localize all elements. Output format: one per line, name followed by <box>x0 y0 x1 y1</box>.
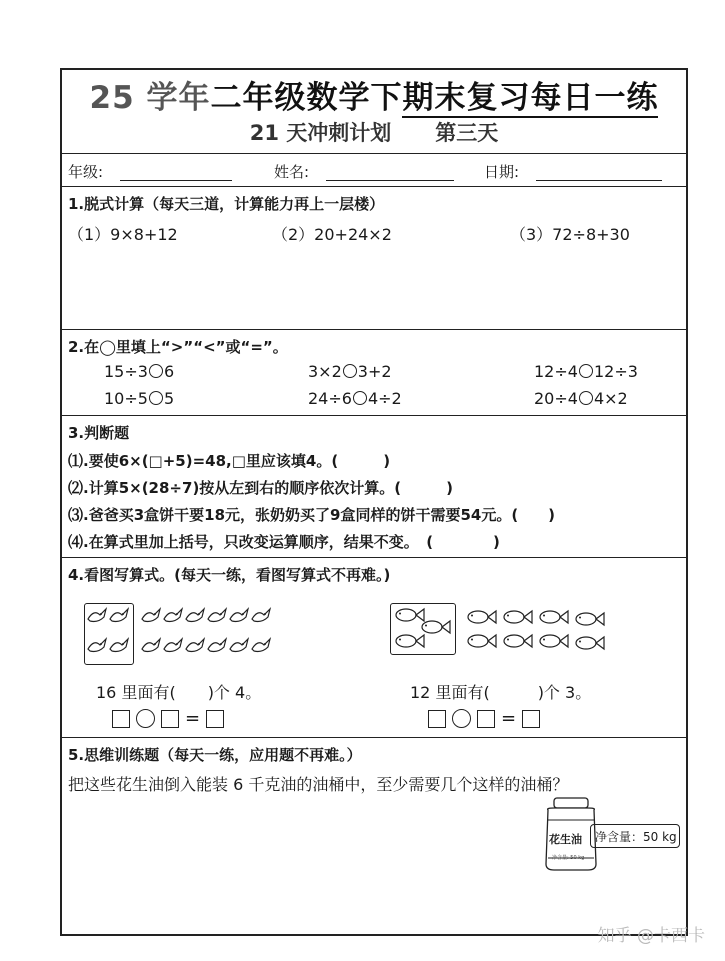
answer-box[interactable] <box>522 710 540 728</box>
oil-jar-small-text: 净含量: 50 kg <box>552 855 585 861</box>
compare-item-5: 24÷6 4÷2 <box>308 389 402 408</box>
calc-item-2: （2）20+24×2 <box>272 225 392 244</box>
section-compare <box>62 330 686 416</box>
calc-item-1: （1）9×8+12 <box>68 225 178 244</box>
word-problem-text: 把这些花生油倒入能装 6 千克油的油桶中，至少需要几个这样的油桶？ <box>68 775 569 794</box>
answer-circle[interactable] <box>149 391 163 405</box>
title-block <box>62 70 686 154</box>
grade-label: 年级: <box>68 163 104 181</box>
answer-circle[interactable] <box>149 364 163 378</box>
calc-item-3: （3）72÷8+30 <box>510 225 630 244</box>
section-2-heading: 2.在◯里填上“>”“<”或“=”。 <box>68 338 288 356</box>
section-calculation <box>62 187 686 330</box>
compare-item-2: 3×2 3+2 <box>308 362 392 381</box>
equation-right: = <box>428 708 540 729</box>
answer-box[interactable] <box>428 710 446 728</box>
net-content-label: 净含量：50 kg <box>595 830 677 844</box>
equation-left: = <box>112 708 224 729</box>
answer-box[interactable] <box>477 710 495 728</box>
answer-circle[interactable] <box>579 391 593 405</box>
section-1-heading: 1.脱式计算（每天三道，计算能力再上一层楼） <box>68 195 385 213</box>
section-judgement <box>62 416 686 558</box>
section-5-heading: 5.思维训练题（每天一练，应用题不再难。） <box>68 746 362 764</box>
worksheet <box>60 68 688 936</box>
title-grade: 二年级数学下 <box>210 80 403 116</box>
fish-picture <box>390 603 630 659</box>
date-label: 日期: <box>484 163 520 181</box>
answer-box[interactable] <box>206 710 224 728</box>
answer-circle[interactable] <box>579 364 593 378</box>
watermark-text: 知乎 @卡西卡 <box>597 926 705 946</box>
name-field[interactable] <box>326 180 454 181</box>
compare-item-3: 12÷4 12÷3 <box>534 362 638 381</box>
answer-box[interactable] <box>112 710 130 728</box>
judge-item-4: ⑷.在算式里加上括号，只改变运算顺序，结果不变。 ( ) <box>68 533 500 551</box>
birds-picture <box>84 603 334 667</box>
subtitle-day: 第三天 <box>435 121 499 145</box>
section-3-heading: 3.判断题 <box>68 424 130 442</box>
title-year: 25 学年 <box>89 80 211 116</box>
answer-box[interactable] <box>161 710 179 728</box>
judge-item-2: ⑵.计算5×(28÷7)按从左到右的顺序依次计算。( ) <box>68 479 454 497</box>
subtitle-plan: 21 天冲刺计划 <box>249 121 392 145</box>
judge-item-1: ⑴.要使6×(□+5)=48,□里应该填4。( ) <box>68 452 391 470</box>
judge-item-3: ⑶.爸爸买3盒饼干要18元，张奶奶买了9盒同样的饼干需要54元。( ) <box>68 506 556 524</box>
grade-field[interactable] <box>120 180 232 181</box>
page-title <box>62 70 686 118</box>
section-4-heading: 4.看图写算式。(每天一练，看图写算式不再难。) <box>68 566 391 584</box>
compare-item-6: 20÷4 4×2 <box>534 389 628 408</box>
picture-question-left: 16 里面有( )个 4。 <box>96 683 262 702</box>
title-topic: 期末复习每日一练 <box>402 80 659 116</box>
compare-item-4: 10÷5 5 <box>104 389 175 408</box>
answer-circle[interactable] <box>343 364 357 378</box>
operator-circle[interactable] <box>452 709 471 728</box>
date-field[interactable] <box>536 180 662 181</box>
student-info-row <box>62 154 686 187</box>
section-picture-equation <box>62 558 686 738</box>
section-word-problem <box>62 738 686 936</box>
subtitle <box>62 118 686 148</box>
name-label: 姓名: <box>274 163 310 181</box>
oil-jar-label: 花生油 <box>549 833 582 846</box>
operator-circle[interactable] <box>136 709 155 728</box>
picture-question-right: 12 里面有( )个 3。 <box>410 683 592 702</box>
answer-circle[interactable] <box>353 391 367 405</box>
compare-item-1: 15÷3 6 <box>104 362 175 381</box>
